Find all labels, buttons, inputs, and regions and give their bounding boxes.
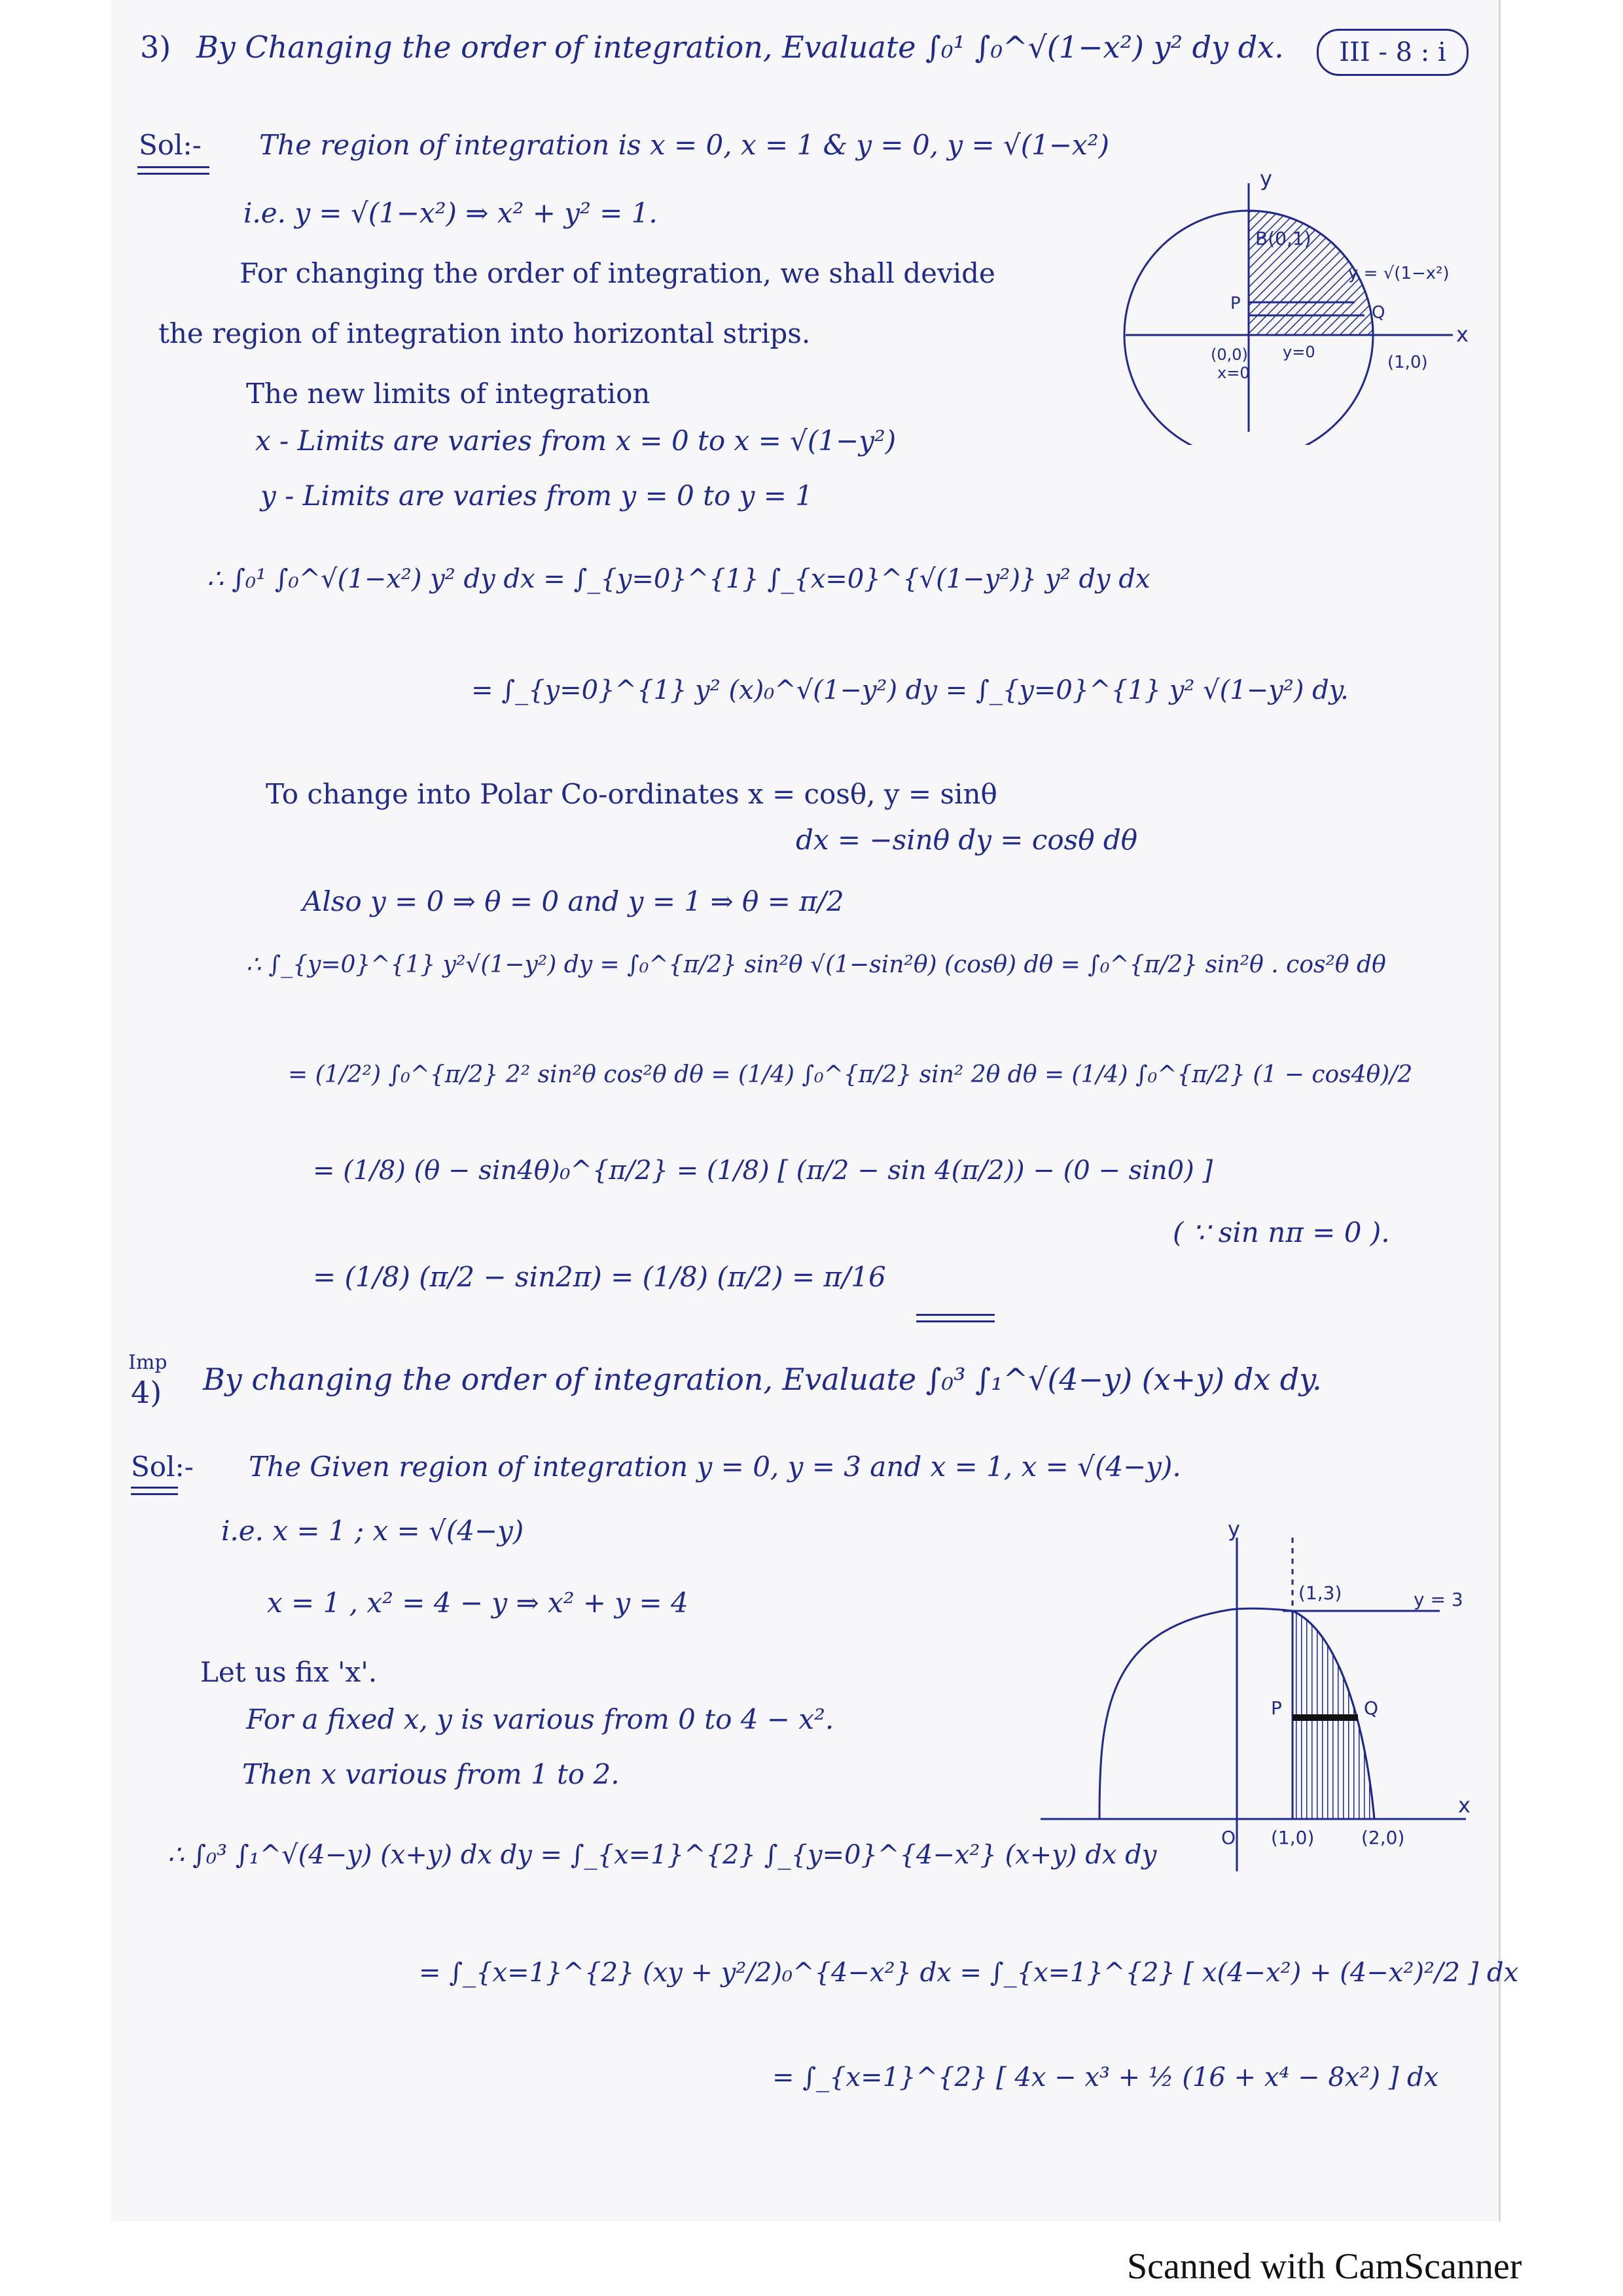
sol-underline [137, 173, 209, 175]
p3-line-9: To change into Polar Co-ordinates x = cosθ, y = sinθ [266, 778, 997, 810]
p4-line-6: ∴ ∫₀³ ∫₁^√(4−y) (x+y) dx dy = ∫_{x=1}^{2} ∫_{y=0}^{4−x²} (x+y) dx dy [168, 1840, 1157, 1870]
graph2-origin: O [1221, 1827, 1236, 1848]
p3-line-0: The region of integration is x = 0, x = 1 & y = 0, y = √(1−x²) [259, 129, 1109, 161]
p3-line-1: i.e. y = √(1−x²) ⇒ x² + y² = 1. [243, 197, 658, 229]
problem3-sol-label: Sol:- [139, 129, 202, 161]
graph1-point-a: (1,0) [1387, 353, 1428, 372]
p3-line-12: ∴ ∫_{y=0}^{1} y²√(1−y²) dy = ∫₀^{π/2} sin²θ √(1−sin²θ) (cosθ) dθ = ∫₀^{π/2} sin²θ . cos²θ dθ [246, 951, 1386, 978]
graph2-point-20: (2,0) [1361, 1827, 1405, 1848]
p3-line-15: ( ∵ sin nπ = 0 ). [1173, 1216, 1390, 1248]
parabola-graph [1034, 1518, 1479, 1884]
answer-underline [916, 1314, 995, 1316]
graph2-p: P [1271, 1697, 1282, 1719]
p3-line-5: x - Limits are varies from x = 0 to x = √(1−y²) [255, 425, 897, 457]
graph1-point-b: B(0,1) [1255, 228, 1311, 249]
graph2-x-label: x [1458, 1793, 1471, 1818]
p3-line-10: dx = −sinθ dy = cosθ dθ [796, 824, 1138, 856]
problem4-imp: Imp [128, 1351, 168, 1374]
p3-line-16: = (1/8) (π/2 − sin2π) = (1/8) (π/2) = π/16 [313, 1261, 886, 1293]
quarter-circle-graph [1113, 164, 1479, 445]
p3-line-2: For changing the order of integration, we shall devide [240, 257, 995, 289]
graph1-curve-label: y = √(1−x²) [1348, 264, 1450, 283]
graph2-point-10: (1,0) [1271, 1827, 1315, 1848]
problem4-number: 4) [131, 1375, 162, 1410]
scanner-watermark: Scanned with CamScanner [1127, 2246, 1522, 2287]
p4-line-5: Then x various from 1 to 2. [242, 1758, 620, 1790]
problem3-number: 3) [140, 29, 171, 65]
p3-line-14: = (1/8) (θ − sin4θ)₀^{π/2} = (1/8) [ (π/2 − sin 4(π/2)) − (0 − sin0) ] [313, 1156, 1213, 1186]
p3-line-11: Also y = 0 ⇒ θ = 0 and y = 1 ⇒ θ = π/2 [302, 885, 844, 917]
graph1-x0: x=0 [1217, 364, 1250, 382]
p4-line-2: x = 1 , x² = 4 − y ⇒ x² + y = 4 [267, 1587, 688, 1619]
p3-line-3: the region of integration into horizontal strips. [158, 317, 811, 349]
problem4-question: By changing the order of integration, Evaluate ∫₀³ ∫₁^√(4−y) (x+y) dx dy. [203, 1362, 1322, 1397]
graph2-y-label: y [1228, 1518, 1240, 1542]
problem4-sol-label: Sol:- [131, 1451, 194, 1483]
sol-underline [131, 1493, 178, 1495]
p3-line-6: y - Limits are varies from y = 0 to y = 1 [260, 480, 813, 512]
problem3-question: By Changing the order of integration, Evaluate ∫₀¹ ∫₀^√(1−x²) y² dy dx. [196, 29, 1284, 65]
p3-line-13: = (1/2²) ∫₀^{π/2} 2² sin²θ cos²θ dθ = (1/4) ∫₀^{π/2} sin² 2θ dθ = (1/4) ∫₀^{π/2} (1 − cos4θ)/2 [288, 1061, 1413, 1088]
graph1-y-label: y [1260, 166, 1272, 191]
p4-line-8: = ∫_{x=1}^{2} [ 4x − x³ + ½ (16 + x⁴ − 8x²) ] dx [772, 2062, 1439, 2093]
p4-line-4: For a fixed x, y is various from 0 to 4 − x². [246, 1703, 834, 1735]
p3-line-4: The new limits of integration [246, 378, 651, 410]
p4-line-0: The Given region of integration y = 0, y = 3 and x = 1, x = √(4−y). [249, 1451, 1181, 1483]
p3-line-8: = ∫_{y=0}^{1} y² (x)₀^√(1−y²) dy = ∫_{y=0}^{1} y² √(1−y²) dy. [471, 675, 1349, 705]
sol-underline [131, 1487, 178, 1489]
p4-line-1: i.e. x = 1 ; x = √(4−y) [221, 1515, 524, 1547]
graph1-p: P [1230, 294, 1241, 313]
sol-underline [137, 166, 209, 168]
graph2-line-y3: y = 3 [1414, 1589, 1463, 1610]
graph2-q: Q [1364, 1697, 1379, 1719]
answer-underline [916, 1320, 995, 1322]
page-tag: III - 8 : i [1317, 29, 1469, 76]
p4-line-7: = ∫_{x=1}^{2} (xy + y²/2)₀^{4−x²} dx = ∫_{x=1}^{2} [ x(4−x²) + (4−x²)²/2 ] dx [419, 1958, 1519, 1988]
graph2-point-13: (1,3) [1298, 1582, 1342, 1604]
parabola-curve [1099, 1608, 1293, 1819]
p3-line-7: ∴ ∫₀¹ ∫₀^√(1−x²) y² dy dx = ∫_{y=0}^{1} ∫_{x=0}^{√(1−y²)} y² dy dx [207, 564, 1150, 594]
graph1-x-label: x [1456, 322, 1469, 347]
p4-line-3: Let us fix 'x'. [200, 1656, 378, 1688]
graph1-q: Q [1372, 303, 1385, 323]
graph1-origin: (0,0) [1211, 345, 1248, 364]
graph1-y0: y=0 [1283, 343, 1315, 361]
